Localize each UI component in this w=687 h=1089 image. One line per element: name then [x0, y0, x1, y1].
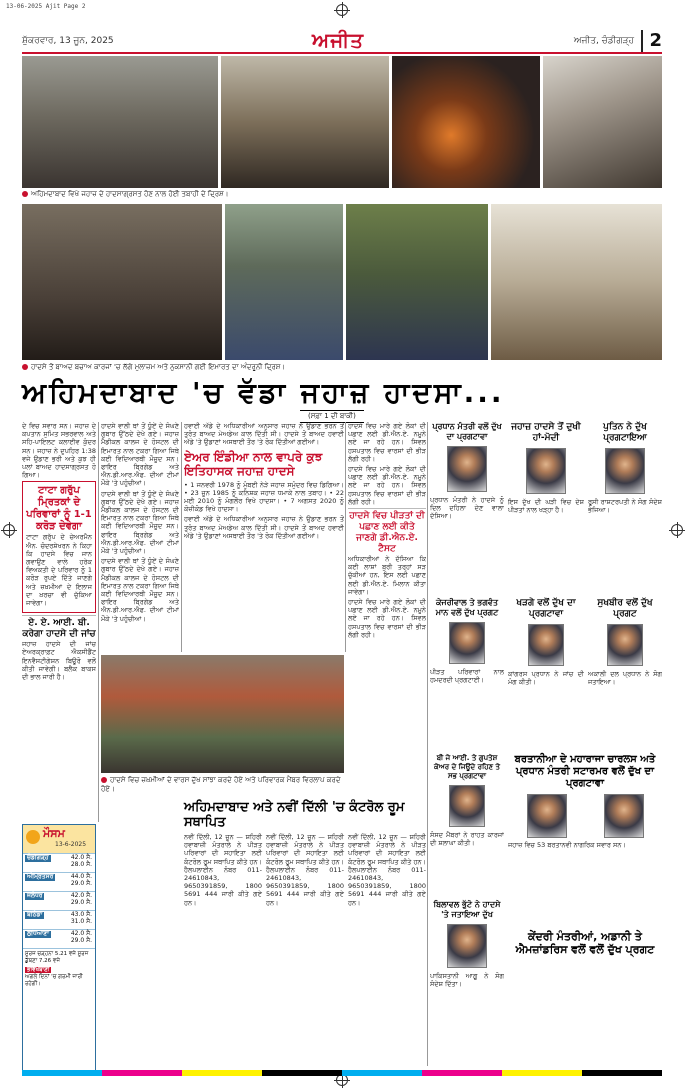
max-temp: 44.0 ਸੈ.: [70, 873, 92, 880]
weather-row: [23, 872, 95, 891]
reaction-text: ਸੰਸਦ ਮੈਂਬਰਾਂ ਨੇ ਰਾਹਤ ਕਾਰਜਾਂ ਦੀ ਸ਼ਲਾਘਾ ਕੀਤੀ।: [430, 831, 504, 848]
portrait-photo: [604, 794, 644, 838]
forecast-tag: ਭਵਿੱਖਬਾਣੀ: [27, 967, 50, 973]
article-text: ਅਧਿਕਾਰੀਆਂ ਨੇ ਦੱਸਿਆ ਕਿ ਕਈ ਲਾਸ਼ਾਂ ਬੁਰੀ ਤਰ੍ਹਾਂ ਸੜ ਚੁੱਕੀਆਂ ਹਨ, ਇਸ ਲਈ ਪਛਾਣ ਲਈ ਡੀ.ਐਨ.ਏ. ਮਿਲਾਨ ਕੀਤਾ ਜਾਵੇਗਾ।: [348, 555, 426, 596]
weather-values: [71, 855, 92, 868]
photo-caption-row2: [22, 363, 662, 372]
portrait-photo: [447, 924, 487, 968]
header-city: ਅਜੀਤ, ਚੰਡੀਗੜ੍ਹ: [573, 36, 634, 46]
photo-caption-row1: [22, 190, 662, 199]
bullet-icon: [22, 364, 28, 370]
divider: [348, 508, 426, 509]
grieving-family-photo: [101, 655, 344, 773]
min-temp: 29.0 ਸੈ.: [70, 898, 92, 906]
weather-row: [23, 910, 95, 929]
weather-city: ਅੰਮ੍ਰਿਤਸਰ: [27, 873, 54, 880]
column-rule: [181, 422, 182, 652]
article-text: ਹਾਦਸੇ ਵਿਚ ਮਾਰੇ ਗਏ ਲੋਕਾਂ ਦੀ ਪਛਾਣ ਲਈ ਡੀ.ਐਨ.ਏ. ਨਮੂਨੇ ਲਏ ਜਾ ਰਹੇ ਹਨ। ਸਿਵਲ ਹਸਪਤਾਲ ਵਿਚ ਵਾਰਸਾਂ ਦੀ ਭੀੜ ਲੱਗੀ ਰਹੀ।: [348, 598, 426, 639]
article-text: ਨਵੀਂ ਦਿੱਲੀ, 12 ਜੂਨ — ਸ਼ਹਿਰੀ ਹਵਾਬਾਜ਼ੀ ਮੰਤਰਾਲੇ ਨੇ ਪੀੜਤ ਪਰਿਵਾਰਾਂ ਦੀ ਸਹਾਇਤਾ ਲਈ ਕੰਟਰੋਲ ਰੂਮ ਸਥਾਪਿਤ ਕੀਤੇ ਹਨ। ਹੈਲਪਲਾਈਨ ਨੰਬਰ 011-24610843, 9650391859, 1800 5691 444 ਜਾਰੀ ਕੀਤੇ ਗਏ ਹਨ।: [184, 833, 262, 907]
reaction-title: ਕੇਜਰੀਵਾਲ ਤੇ ਭਗਵੰਤ ਮਾਨ ਵਲੋਂ ਦੁੱਖ ਪ੍ਰਗਟ: [435, 598, 499, 617]
max-temp: 42.0 ਸੈ.: [70, 854, 92, 861]
reaction-title: ਜਹਾਜ਼ ਹਾਦਸੇ ਤੋਂ ਦੁਖੀ ਹਾਂ-ਮੋਦੀ: [511, 422, 581, 443]
caption-text: ਹਾਦਸੇ ਤੋਂ ਬਾਅਦ ਬਚਾਅ ਕਾਰਜਾਂ 'ਚ ਲੱਗੇ ਮੁਲਾਜ਼ਮ ਅਤੇ ਨੁਕਸਾਨੀ ਗਈ ਇਮਾਰਤ ਦਾ ਅੰਦਰੂਨੀ ਦ੍ਰਿਸ਼।: [31, 363, 286, 371]
weather-city: ਚੰਡੀਗੜ੍ਹ: [27, 854, 49, 861]
crash-site-photo: [22, 204, 222, 360]
weather-city: ਬਠਿੰਡਾ: [27, 911, 43, 918]
magenta-swatch: [102, 1070, 182, 1076]
reaction-title: ਬਰਤਾਨੀਆ ਦੇ ਮਹਾਰਾਜਾ ਚਾਰਲਸ ਅਤੇ ਪ੍ਰਧਾਨ ਮੰਤਰੀ ਸਟਾਰਮਰ ਵਲੋਂ ਦੁੱਖ ਦਾ ਪ੍ਰਗਟਾਵਾ: [514, 754, 656, 789]
history-list: • 1 ਜਨਵਰੀ 1978 ਨੂੰ ਮੁੰਬਈ ਨੇੜੇ ਜਹਾਜ਼ ਸਮੁੰਦਰ ਵਿਚ ਡਿਗਿਆ। • 23 ਜੂਨ 1985 ਨੂੰ ਕਨਿਸ਼ਕ ਜਹਾਜ਼ ਧਮਾਕੇ ਨਾਲ ਤਬਾਹ। • 22 ਮਈ 2010 ਨੂੰ ਮੰਗਲੌਰ ਵਿਖੇ ਹਾਦਸਾ। • 7 ਅਗਸਤ 2020 ਨੂੰ ਕੋਜ਼ੀਕੋਡ ਵਿਖੇ ਹਾਦਸਾ।: [184, 480, 344, 514]
reaction-card: [508, 930, 662, 1050]
article-text: ਦੇ ਵਿਚ ਸਵਾਰ ਸਨ। ਜਹਾਜ਼ ਦੇ ਕਪਤਾਨ ਸੁਮਿਤ ਸਭਰਵਾਲ ਅਤੇ ਸਹਿ-ਪਾਇਲਟ ਕਲਾਈਵ ਕੁੰਦਰ ਸਨ। ਜਹਾਜ਼ ਨੇ ਦੁਪਹਿਰ 1:38 ਵਜੇ ਉਡਾਣ ਭਰੀ ਅਤੇ ਕੁਝ ਹੀ ਪਲਾਂ ਬਾਅਦ ਹਾਦਸਾਗ੍ਰਸਤ ਹੋ ਗਿਆ।: [22, 422, 96, 480]
crash-debris-photo: [22, 56, 218, 188]
column-rule: [427, 422, 428, 1066]
portrait-photo: [607, 624, 643, 666]
sun-icon: [26, 830, 40, 844]
article-column-2: [101, 422, 179, 652]
weather-footer: [23, 948, 95, 990]
control-room-story: [184, 800, 426, 1033]
dna-subhead: ਹਾਦਸੇ ਵਿਚ ਪੀੜਤਾਂ ਦੀ ਪਛਾਣ ਲਈ ਕੀਤੇ ਜਾਣਗੇ ਡੀ.ਐਨ.ਏ. ਟੈਸਟ: [349, 511, 425, 555]
weather-values: [71, 893, 92, 906]
min-temp: 31.0 ਸੈ.: [70, 917, 92, 925]
caption-text: ਹਾਦਸੇ ਵਿਚ ਜ਼ਖ਼ਮੀਆਂ ਦੇ ਵਾਰਸ ਦੁੱਖ ਸਾਂਝਾ ਕਰਦੇ ਹੋਏ ਅਤੇ ਪਰਿਵਾਰਕ ਮੈਂਬਰ ਵਿਰਲਾਪ ਕਰਦੇ ਹੋਏ।: [101, 776, 341, 793]
article-text: ਹਾਦਸੇ ਵਾਲੀ ਥਾਂ ਤੋਂ ਧੂੰਏਂ ਦੇ ਸੰਘਣੇ ਗੁਬਾਰ ਉੱਠਦੇ ਦੇਖੇ ਗਏ। ਜਹਾਜ਼ ਮੈਡੀਕਲ ਕਾਲਜ ਦੇ ਹੋਸਟਲ ਦੀ ਇਮਾਰਤ ਨਾਲ ਟਕਰਾ ਗਿਆ ਜਿਥੇ ਕਈ ਵਿਦਿਆਰਥੀ ਮੌਜੂਦ ਸਨ। ਫਾਇਰ ਬ੍ਰਿਗੇਡ ਅਤੇ ਐਨ.ਡੀ.ਆਰ.ਐਫ. ਦੀਆਂ ਟੀਮਾਂ ਮੌਕੇ 'ਤੇ ਪਹੁੰਚੀਆਂ।: [101, 489, 179, 556]
reaction-text: ਕਾਂਗਰਸ ਪ੍ਰਧਾਨ ਨੇ ਜਾਂਚ ਦੀ ਮੰਗ ਕੀਤੀ।: [508, 670, 584, 687]
portrait-photo: [449, 622, 485, 664]
damaged-hall-photo: [491, 204, 662, 360]
registration-mark-icon: [671, 524, 683, 536]
portrait-photo: [447, 446, 487, 492]
control-room-text: [184, 833, 426, 1033]
article-text: ਹਾਦਸੇ ਵਾਲੀ ਥਾਂ ਤੋਂ ਧੂੰਏਂ ਦੇ ਸੰਘਣੇ ਗੁਬਾਰ ਉੱਠਦੇ ਦੇਖੇ ਗਏ। ਜਹਾਜ਼ ਮੈਡੀਕਲ ਕਾਲਜ ਦੇ ਹੋਸਟਲ ਦੀ ਇਮਾਰਤ ਨਾਲ ਟਕਰਾ ਗਿਆ ਜਿਥੇ ਕਈ ਵਿਦਿਆਰਥੀ ਮੌਜੂਦ ਸਨ। ਫਾਇਰ ਬ੍ਰਿਗੇਡ ਅਤੇ ਐਨ.ਡੀ.ਆਰ.ਐਫ. ਦੀਆਂ ਟੀਮਾਂ ਮੌਕੇ 'ਤੇ ਪਹੁੰਚੀਆਂ।: [101, 557, 179, 623]
reaction-card: [430, 754, 504, 894]
newspaper-logo: ਅਜੀਤ: [312, 28, 365, 52]
bullet-icon: [101, 777, 107, 783]
reaction-text: ਪਾਕਿਸਤਾਨੀ ਆਗੂ ਨੇ ਸੋਗ ਸੰਦੇਸ਼ ਦਿੱਤਾ।: [430, 972, 504, 989]
burnt-car-photo: [543, 56, 662, 188]
article-text: ਨਵੀਂ ਦਿੱਲੀ, 12 ਜੂਨ — ਸ਼ਹਿਰੀ ਹਵਾਬਾਜ਼ੀ ਮੰਤਰਾਲੇ ਨੇ ਪੀੜਤ ਪਰਿਵਾਰਾਂ ਦੀ ਸਹਾਇਤਾ ਲਈ ਕੰਟਰੋਲ ਰੂਮ ਸਥਾਪਿਤ ਕੀਤੇ ਹਨ। ਹੈਲਪਲਾਈਨ ਨੰਬਰ 011-24610843, 9650391859, 1800 5691 444 ਜਾਰੀ ਕੀਤੇ ਗਏ ਹਨ।: [266, 833, 344, 907]
reaction-title: ਪੁਤਿਨ ਨੇ ਦੁੱਖ ਪ੍ਰਗਟਾਇਆ: [603, 422, 647, 443]
rescue-workers-photo: [225, 204, 343, 360]
photo-caption-family: [101, 776, 344, 794]
weather-city: ਲੁਧਿਆਣਾ: [27, 930, 49, 937]
cyan-swatch: [22, 1070, 102, 1076]
portrait-photo: [449, 785, 485, 827]
portrait-photo: [605, 448, 645, 494]
reaction-card: [508, 754, 662, 924]
weather-date: 13-6-2025: [55, 841, 87, 848]
burnt-building-photo: [221, 56, 389, 188]
main-headline: ਅਹਿਮਦਾਬਾਦ 'ਚ ਵੱਡਾ ਜਹਾਜ਼ ਹਾਦਸਾ...: [22, 376, 505, 409]
article-text: ਜਹਾਜ਼ ਹਾਦਸੇ ਦੀ ਜਾਂਚ ਏਅਰਕ੍ਰਾਫ਼ਟ ਐਕਸੀਡੈਂਟ ਇਨਵੈਸਟੀਗੇਸ਼ਨ ਬਿਊਰੋ ਵਲੋਂ ਕੀਤੀ ਜਾਵੇਗੀ। ਬਲੈਕ ਬਾਕਸ ਦੀ ਭਾਲ ਜਾਰੀ ਹੈ।: [22, 640, 96, 682]
reaction-card: [430, 422, 504, 592]
max-temp: 42.0 ਸੈ.: [70, 892, 92, 899]
article-text: ਨਵੀਂ ਦਿੱਲੀ, 12 ਜੂਨ — ਸ਼ਹਿਰੀ ਹਵਾਬਾਜ਼ੀ ਮੰਤਰਾਲੇ ਨੇ ਪੀੜਤ ਪਰਿਵਾਰਾਂ ਦੀ ਸਹਾਇਤਾ ਲਈ ਕੰਟਰੋਲ ਰੂਮ ਸਥਾਪਿਤ ਕੀਤੇ ਹਨ। ਹੈਲਪਲਾਈਨ ਨੰਬਰ 011-24610843, 9650391859, 1800 5691 444 ਜਾਰੀ ਕੀਤੇ ਗਏ ਹਨ।: [348, 833, 426, 907]
control-room-title: ਅਹਿਮਦਾਬਾਦ ਅਤੇ ਨਵੀਂ ਦਿੱਲੀ 'ਚ ਕੰਟਰੋਲ ਰੂਮ ਸਥਾਪਿਤ: [184, 800, 405, 830]
article-text: ਹਵਾਈ ਅੱਡੇ ਦੇ ਅਧਿਕਾਰੀਆਂ ਅਨੁਸਾਰ ਜਹਾਜ਼ ਨੇ ਉਡਾਣ ਭਰਨ ਤੋਂ ਤੁਰੰਤ ਬਾਅਦ ਮੇਅਡੇਅ ਕਾਲ ਦਿੱਤੀ ਸੀ। ਹਾਦਸੇ ਤੋਂ ਬਾਅਦ ਹਵਾਈ ਅੱਡੇ 'ਤੇ ਉਡਾਣਾਂ ਅਸਥਾਈ ਤੌਰ 'ਤੇ ਰੋਕ ਦਿੱਤੀਆਂ ਗਈਆਂ।: [184, 422, 344, 447]
column-rule: [345, 422, 346, 652]
article-text: ਹਾਦਸੇ ਵਾਲੀ ਥਾਂ ਤੋਂ ਧੂੰਏਂ ਦੇ ਸੰਘਣੇ ਗੁਬਾਰ ਉੱਠਦੇ ਦੇਖੇ ਗਏ। ਜਹਾਜ਼ ਮੈਡੀਕਲ ਕਾਲਜ ਦੇ ਹੋਸਟਲ ਦੀ ਇਮਾਰਤ ਨਾਲ ਟਕਰਾ ਗਿਆ ਜਿਥੇ ਕਈ ਵਿਦਿਆਰਥੀ ਮੌਜੂਦ ਸਨ। ਫਾਇਰ ਬ੍ਰਿਗੇਡ ਅਤੇ ਐਨ.ਡੀ.ਆਰ.ਐਫ. ਦੀਆਂ ਟੀਮਾਂ ਮੌਕੇ 'ਤੇ ਪਹੁੰਚੀਆਂ।: [101, 422, 179, 488]
column-rule: [98, 422, 99, 822]
rescue-operation-photo: [346, 204, 488, 360]
max-temp: 42.0 ਸੈ.: [70, 930, 92, 937]
bullet-icon: [22, 191, 28, 197]
min-temp: 28.0 ਸੈ.: [70, 860, 92, 868]
weather-city: ਜਲੰਧਰ: [27, 892, 43, 899]
reaction-card: [588, 598, 662, 748]
reaction-text: ਪੀੜਤ ਪਰਿਵਾਰਾਂ ਨਾਲ ਹਮਦਰਦੀ ਪ੍ਰਗਟਾਈ।: [430, 668, 504, 685]
weather-row: [23, 929, 95, 948]
reaction-card: [588, 422, 662, 592]
registration-mark-icon: [336, 4, 348, 16]
portrait-photo: [526, 448, 566, 494]
min-temp: 29.0 ਸੈ.: [70, 879, 92, 887]
weather-header: [23, 825, 95, 853]
max-temp: 43.0 ਸੈ.: [70, 911, 92, 918]
registration-mark-icon: [3, 524, 15, 536]
sun-times: ਸੂਰਜ ਚੜ੍ਹਨਾ 5.21 ਵਜੇ ਸੂਰਜ ਡੁੱਬਣਾ 7.26 ਵਜੇ: [25, 951, 89, 964]
min-temp: 29.0 ਸੈ.: [70, 936, 92, 944]
continued-label: (ਸਫ਼ਾ 1 ਦੀ ਬਾਕੀ): [300, 410, 364, 423]
portrait-photo: [528, 624, 564, 666]
page-number: 2: [641, 30, 662, 52]
article-column-4: [348, 422, 426, 832]
fire-smoke-photo: [392, 56, 540, 188]
tata-compensation-box: [22, 481, 96, 613]
weather-box: [22, 824, 96, 1072]
reaction-title: ਬੀ ਜੇ ਆਈ. ਤੇ ਗੁਪਤੇਸ਼ ਕੇਅਰ ਦੇ ਜਿਊਂਦੇ ਰਹਿਣ ਤੇ ਸਭ ਪ੍ਰਗਟਾਵਾ: [434, 754, 500, 780]
reaction-title: ਸੁਖਬੀਰ ਵਲੋਂ ਦੁੱਖ ਪ੍ਰਗਟ: [597, 598, 653, 619]
reaction-text: ਪ੍ਰਧਾਨ ਮੰਤਰੀ ਨੇ ਹਾਦਸੇ ਨੂੰ ਦਿਲ ਦਹਿਲਾ ਦੇਣ ਵਾਲਾ ਦੱਸਿਆ।: [430, 496, 504, 521]
weather-row: [23, 891, 95, 910]
weather-values: [71, 912, 92, 925]
article-column-3: [184, 422, 344, 652]
box-text: ਟਾਟਾ ਗਰੁੱਪ ਦੇ ਚੇਅਰਮੈਨ ਐਨ. ਚੰਦਰਸ਼ੇਖਰਨ ਨੇ ਕਿਹਾ ਕਿ ਹਾਦਸੇ ਵਿਚ ਜਾਨ ਗਵਾਉਣ ਵਾਲੇ ਹਰੇਕ ਵਿਅਕਤੀ ਦੇ ਪਰਿਵਾਰ ਨੂੰ 1 ਕਰੋੜ ਰੁਪਏ ਦਿੱਤੇ ਜਾਣਗੇ ਅਤੇ ਜ਼ਖ਼ਮੀਆਂ ਦੇ ਇਲਾਜ ਦਾ ਖ਼ਰਚਾ ਵੀ ਚੁੱਕਿਆ ਜਾਵੇਗਾ।: [26, 533, 92, 608]
article-column-1: [22, 422, 96, 822]
reaction-card: [508, 598, 584, 748]
box-title: ਟਾਟਾ ਗਰੁੱਪ ਮ੍ਰਿਤਕਾਂ ਦੇ ਪਰਿਵਾਰਾਂ ਨੂੰ 1-1 ਕਰੋੜ ਦੇਵੇਗਾ: [26, 485, 92, 533]
reaction-text: ਰੂਸੀ ਰਾਸ਼ਟਰਪਤੀ ਨੇ ਸੋਗ ਸੰਦੇਸ਼ ਭੇਜਿਆ।: [588, 498, 662, 515]
reaction-title: ਖੜਗੇ ਵਲੋਂ ਦੁੱਖ ਦਾ ਪ੍ਰਗਟਾਵਾ: [516, 598, 576, 619]
article-text: ਹਾਦਸੇ ਵਿਚ ਮਾਰੇ ਗਏ ਲੋਕਾਂ ਦੀ ਪਛਾਣ ਲਈ ਡੀ.ਐਨ.ਏ. ਨਮੂਨੇ ਲਏ ਜਾ ਰਹੇ ਹਨ। ਸਿਵਲ ਹਸਪਤਾਲ ਵਿਚ ਵਾਰਸਾਂ ਦੀ ਭੀੜ ਲੱਗੀ ਰਹੀ।: [348, 422, 426, 463]
portrait-row: [508, 794, 662, 838]
weather-values: [71, 874, 92, 887]
air-india-history-subhead: ਏਅਰ ਇੰਡੀਆ ਨਾਲ ਵਾਪਰੇ ਕੁਝ ਇਤਿਹਾਸਕ ਜਹਾਜ਼ ਹਾਦਸੇ: [184, 449, 323, 478]
black-swatch: [582, 1070, 662, 1076]
reactions-section: [430, 422, 662, 1066]
reaction-text: ਅਕਾਲੀ ਦਲ ਪ੍ਰਧਾਨ ਨੇ ਸੋਗ ਜਤਾਇਆ।: [588, 670, 662, 687]
cyan-swatch: [342, 1070, 422, 1076]
yellow-swatch: [502, 1070, 582, 1076]
article-text: ਹਾਦਸੇ ਵਿਚ ਮਾਰੇ ਗਏ ਲੋਕਾਂ ਦੀ ਪਛਾਣ ਲਈ ਡੀ.ਐਨ.ਏ. ਨਮੂਨੇ ਲਏ ਜਾ ਰਹੇ ਹਨ। ਸਿਵਲ ਹਸਪਤਾਲ ਵਿਚ ਵਾਰਸਾਂ ਦੀ ਭੀੜ ਲੱਗੀ ਰਹੀ।: [348, 465, 426, 506]
caption-text: ਅਹਿਮਦਾਬਾਦ ਵਿਖੇ ਜਹਾਜ਼ ਦੇ ਹਾਦਸਾਗ੍ਰਸਤ ਹੋਣ ਨਾਲ ਹੋਈ ਤਬਾਹੀ ਦੇ ਦ੍ਰਿਸ਼।: [31, 190, 229, 198]
weather-values: [71, 931, 92, 944]
reaction-text: ਜਹਾਜ਼ ਵਿਚ 53 ਬਰਤਾਨਵੀ ਨਾਗਰਿਕ ਸਵਾਰ ਸਨ।: [508, 841, 626, 849]
reaction-card: [430, 900, 504, 1050]
aaib-subhead: ਏ. ਏ. ਆਈ. ਬੀ. ਕਰੇਗਾ ਹਾਦਸੇ ਦੀ ਜਾਂਚ: [22, 618, 96, 640]
print-strip: 13-06-2025 Ajit Page 2: [6, 3, 86, 10]
print-color-bar: [22, 1070, 662, 1076]
reaction-card: [430, 598, 504, 748]
page-header: [22, 28, 662, 54]
black-swatch: [262, 1070, 342, 1076]
forecast-text: ਅਗਲੇ ਦਿਨਾਂ 'ਚ ਗਰਮੀ ਜਾਰੀ ਰਹੇਗੀ।: [25, 974, 83, 987]
portrait-photo: [527, 794, 567, 838]
divider: [22, 615, 96, 616]
yellow-swatch: [182, 1070, 262, 1076]
weather-row: [23, 853, 95, 872]
header-date: ਸ਼ੁੱਕਰਵਾਰ, 13 ਜੂਨ, 2025: [22, 36, 114, 46]
reaction-text: ਇਸ ਦੁੱਖ ਦੀ ਘੜੀ ਵਿਚ ਦੇਸ਼ ਪੀੜਤਾਂ ਨਾਲ ਖੜ੍ਹਾ ਹੈ।: [508, 498, 584, 515]
article-text: ਹਵਾਈ ਅੱਡੇ ਦੇ ਅਧਿਕਾਰੀਆਂ ਅਨੁਸਾਰ ਜਹਾਜ਼ ਨੇ ਉਡਾਣ ਭਰਨ ਤੋਂ ਤੁਰੰਤ ਬਾਅਦ ਮੇਅਡੇਅ ਕਾਲ ਦਿੱਤੀ ਸੀ। ਹਾਦਸੇ ਤੋਂ ਬਾਅਦ ਹਵਾਈ ਅੱਡੇ 'ਤੇ ਉਡਾਣਾਂ ਅਸਥਾਈ ਤੌਰ 'ਤੇ ਰੋਕ ਦਿੱਤੀਆਂ ਗਈਆਂ।: [184, 515, 344, 540]
reaction-card: [508, 422, 584, 592]
reaction-title: ਬਿਲਾਵਲ ਭੁੱਟੋ ਨੇ ਹਾਦਸੇ 'ਤੇ ਜਤਾਇਆ ਦੁੱਖ: [433, 900, 501, 919]
weather-title: ਮੌਸਮ: [43, 827, 65, 840]
reaction-title: ਕੇਂਦਰੀ ਮੰਤਰੀਆਂ, ਅਡਾਨੀ ਤੇ ਐਮਜ਼ਾਂਡਰਿਸ ਵਲੋਂ ਵਲੋਂ ਦੁੱਖ ਪ੍ਰਗਟ: [515, 930, 655, 956]
magenta-swatch: [422, 1070, 502, 1076]
reaction-title: ਪ੍ਰਧਾਨ ਮੰਤਰੀ ਵਲੋਂ ਦੁੱਖ ਦਾ ਪ੍ਰਗਟਾਵਾ: [432, 422, 502, 441]
